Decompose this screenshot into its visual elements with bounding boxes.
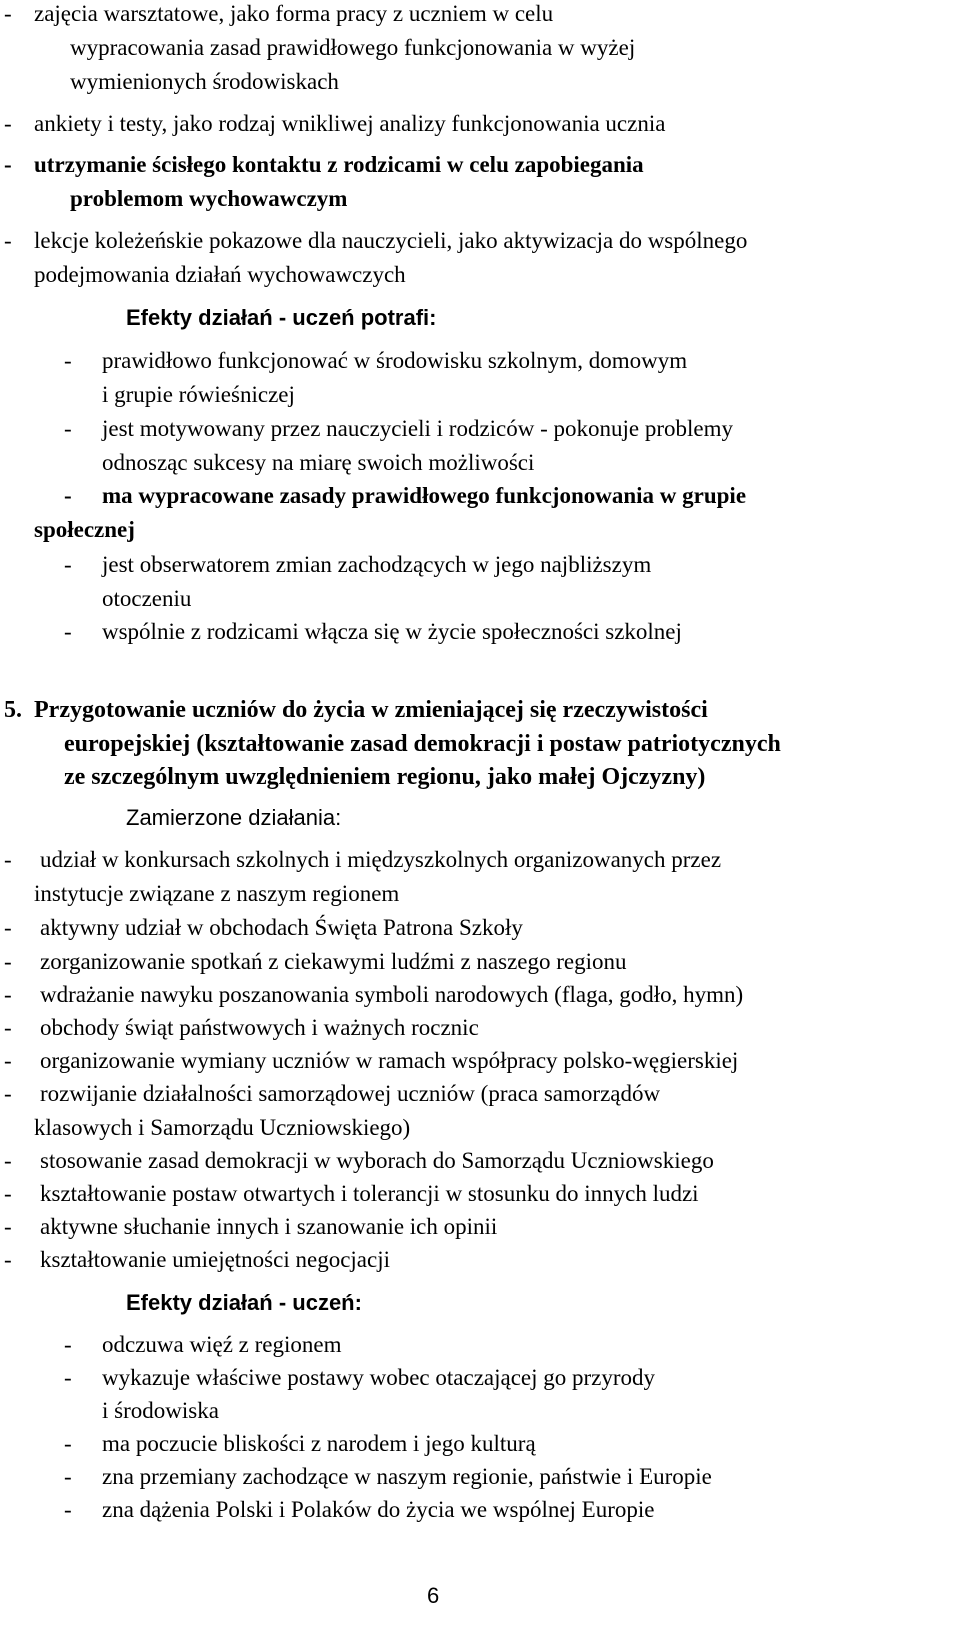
planned-item-line: aktywny udział w obchodach Święta Patrona Szkoły <box>40 915 523 940</box>
planned-bullet: - <box>4 949 12 974</box>
activity-item-line: problemom wychowawczym <box>70 186 348 211</box>
effect2-bullet: - <box>64 1431 72 1456</box>
planned-bullet: - <box>4 1181 12 1206</box>
planned-bullet: - <box>4 915 12 940</box>
effect-item-line: jest obserwatorem zmian zachodzących w jego najbliższym <box>102 552 652 577</box>
planned-bullet: - <box>4 1081 12 1106</box>
planned-bullet: - <box>4 847 12 872</box>
effect-item-line: społecznej <box>34 517 135 542</box>
effect-bullet: - <box>64 619 72 644</box>
activity-item-line: podejmowania działań wychowawczych <box>34 262 406 287</box>
effect2-bullet: - <box>64 1464 72 1489</box>
planned-bullet: - <box>4 1214 12 1239</box>
section-title-line: europejskiej (kształtowanie zasad demokracji i postaw patriotycznych <box>64 731 781 757</box>
effect2-item-line: odczuwa więź z regionem <box>102 1332 342 1357</box>
effect2-item-line: zna dążenia Polski i Polaków do życia we wspólnej Europie <box>102 1497 655 1522</box>
planned-item-line: organizowanie wymiany uczniów w ramach współpracy polsko-węgierskiej <box>40 1048 739 1073</box>
planned-bullet: - <box>4 1015 12 1040</box>
effect-bullet: - <box>64 416 72 441</box>
planned-bullet: - <box>4 1247 12 1272</box>
effect-item-line: prawidłowo funkcjonować w środowisku szkolnym, domowym <box>102 348 688 373</box>
activity-bullet: - <box>4 111 12 136</box>
effect-item-line: jest motywowany przez nauczycieli i rodziców - pokonuje problemy <box>102 416 734 441</box>
effect-item-line: odnosząc sukcesy na miarę swoich możliwości <box>102 450 535 475</box>
planned-item-line: zorganizowanie spotkań z ciekawymi ludźmi z naszego regionu <box>40 949 627 974</box>
planned-item-line: klasowych i Samorządu Uczniowskiego) <box>34 1115 411 1140</box>
activity-item-line: lekcje koleżeńskie pokazowe dla nauczycieli, jako aktywizacja do wspólnego <box>34 228 748 253</box>
section-title-line: Przygotowanie uczniów do życia w zmieniającej się rzeczywistości <box>34 697 708 723</box>
effect-bullet: - <box>64 348 72 373</box>
planned-item-line: aktywne słuchanie innych i szanowanie ich opinii <box>40 1214 498 1239</box>
effect-bullet: - <box>64 552 72 577</box>
effect-item-line: i grupie rówieśniczej <box>102 382 295 407</box>
effect-item-line: wspólnie z rodzicami włącza się w życie społeczności szkolnej <box>102 619 682 644</box>
effect2-item-line: ma poczucie bliskości z narodem i jego kulturą <box>102 1431 536 1456</box>
effect2-bullet: - <box>64 1332 72 1357</box>
activity-bullet: - <box>4 228 12 253</box>
planned-item-line: instytucje związane z naszym regionem <box>34 881 400 906</box>
section-number: 5. <box>4 697 22 723</box>
effect-item-line: otoczeniu <box>102 586 192 611</box>
planned-item-line: kształtowanie postaw otwartych i tolerancji w stosunku do innych ludzi <box>40 1181 699 1206</box>
planned-item-line: stosowanie zasad demokracji w wyborach do Samorządu Uczniowskiego <box>40 1148 714 1173</box>
planned-bullet: - <box>4 1048 12 1073</box>
planned-item-line: obchody świąt państwowych i ważnych rocznic <box>40 1015 479 1040</box>
planned-item-line: kształtowanie umiejętności negocjacji <box>40 1247 390 1272</box>
planned-bullet: - <box>4 982 12 1007</box>
effect-item-line: ma wypracowane zasady prawidłowego funkcjonowania w grupie <box>102 483 747 508</box>
effect-bullet: - <box>64 483 72 508</box>
page-number: 6 <box>427 1583 440 1608</box>
activity-item-line: utrzymanie ścisłego kontaktu z rodzicami w celu zapobiegania <box>34 152 644 177</box>
activity-bullet: - <box>4 152 12 177</box>
activity-item-line: wymienionych środowiskach <box>70 69 339 94</box>
effect2-bullet: - <box>64 1497 72 1522</box>
activity-item-line: ankiety i testy, jako rodzaj wnikliwej analizy funkcjonowania ucznia <box>34 111 666 136</box>
effect2-item-line: zna przemiany zachodzące w naszym regionie, państwie i Europie <box>102 1464 712 1489</box>
activity-item-line: wypracowania zasad prawidłowego funkcjonowania w wyżej <box>70 35 636 60</box>
planned-item-line: rozwijanie działalności samorządowej uczniów (praca samorządów <box>40 1081 661 1106</box>
effect2-item-line: wykazuje właściwe postawy wobec otaczającej go przyrody <box>102 1365 656 1390</box>
planned-item-line: udział w konkursach szkolnych i międzyszkolnych organizowanych przez <box>40 847 722 872</box>
planned-item-line: wdrażanie nawyku poszanowania symboli narodowych (flaga, godło, hymn) <box>40 982 744 1007</box>
effect2-item-line: i środowiska <box>102 1398 219 1423</box>
effect2-bullet: - <box>64 1365 72 1390</box>
effects-heading: Efekty działań - uczeń potrafi: <box>126 305 437 330</box>
planned-heading: Zamierzone działania: <box>126 805 342 830</box>
activity-item-line: zajęcia warsztatowe, jako forma pracy z uczniem w celu <box>34 1 554 26</box>
effects-heading: Efekty działań - uczeń: <box>126 1290 362 1315</box>
section-title-line: ze szczególnym uwzględnieniem regionu, jako małej Ojczyzny) <box>64 764 706 790</box>
activity-bullet: - <box>4 1 12 26</box>
planned-bullet: - <box>4 1148 12 1173</box>
